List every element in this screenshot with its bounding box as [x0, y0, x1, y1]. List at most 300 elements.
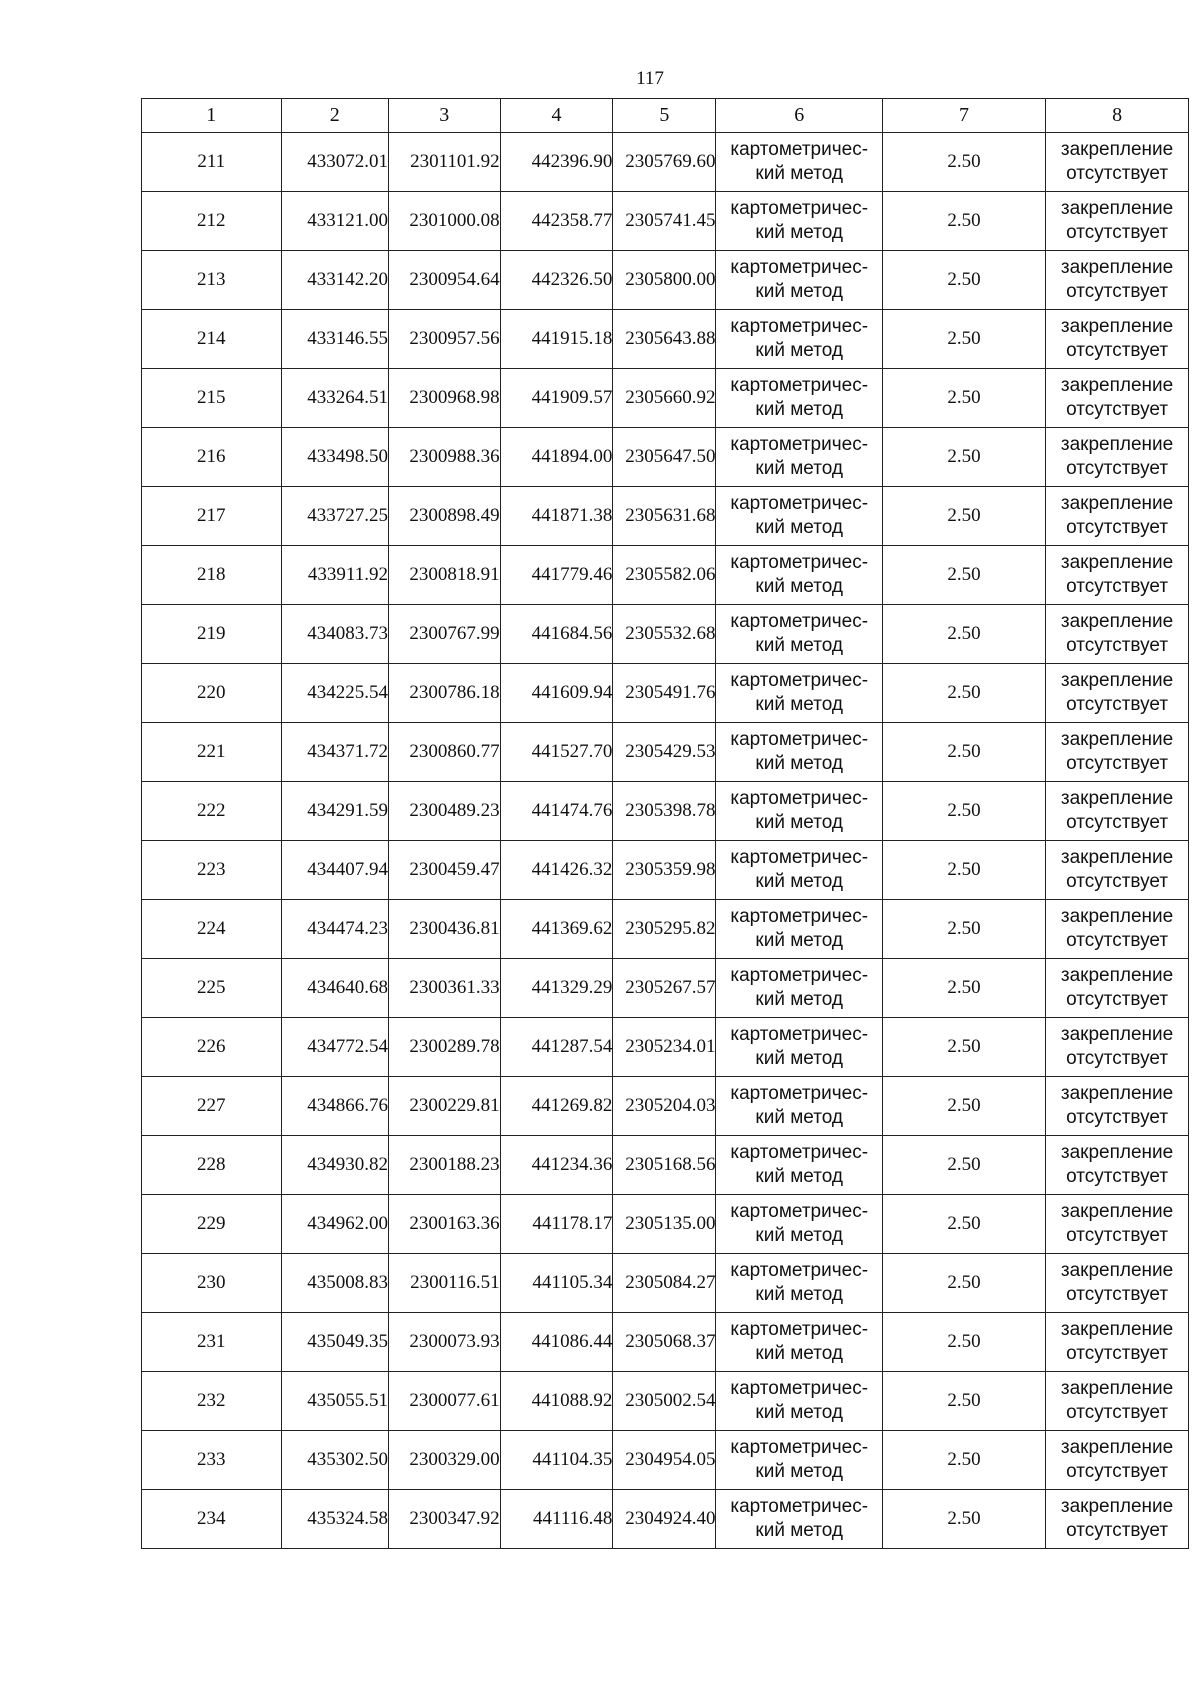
- y-coordinate-cell: 2304924.40: [613, 1490, 716, 1549]
- y-coordinate-cell: 2300898.49: [388, 487, 500, 546]
- x-coordinate-cell: 441915.18: [500, 310, 613, 369]
- method-cell: [716, 959, 882, 1018]
- method-cell-line: кий метод: [755, 1402, 843, 1423]
- y-coordinate-cell: 2300347.92: [388, 1490, 500, 1549]
- accuracy-cell: 2.50: [882, 664, 1045, 723]
- x-coordinate-cell: 441269.82: [500, 1077, 613, 1136]
- y-coordinate-cell: 2300116.51: [388, 1254, 500, 1313]
- column-header: 6: [716, 99, 882, 133]
- y-coordinate-cell: 2305068.37: [613, 1313, 716, 1372]
- method-cell-line: картометричес-: [730, 1142, 869, 1163]
- x-coordinate-cell: 441088.92: [500, 1372, 613, 1431]
- table-row: [142, 1372, 1189, 1431]
- method-cell-line: кий метод: [755, 871, 843, 892]
- table-body: [142, 133, 1189, 1549]
- accuracy-cell: 2.50: [882, 133, 1045, 192]
- y-coordinate-cell: 2300188.23: [388, 1136, 500, 1195]
- method-cell-line: картометричес-: [730, 493, 869, 514]
- fixing-cell-line: отсутствует: [1066, 635, 1169, 656]
- column-header: 4: [500, 99, 613, 133]
- table-row: [142, 369, 1189, 428]
- method-cell-line: картометричес-: [730, 729, 869, 750]
- method-cell-line: кий метод: [755, 1048, 843, 1069]
- method-cell-line: кий метод: [755, 222, 843, 243]
- fixing-cell-line: закрепление: [1060, 434, 1174, 455]
- fixing-cell-line: отсутствует: [1066, 1520, 1169, 1541]
- y-coordinate-cell: 2305643.88: [613, 310, 716, 369]
- method-cell: [716, 487, 882, 546]
- x-coordinate-cell: 434083.73: [281, 605, 388, 664]
- fixing-cell-line: закрепление: [1060, 1496, 1174, 1517]
- x-coordinate-cell: 434962.00: [281, 1195, 388, 1254]
- fixing-cell-line: отсутствует: [1066, 517, 1169, 538]
- fixing-cell-line: закрепление: [1060, 1142, 1174, 1163]
- method-cell: [716, 310, 882, 369]
- fixing-cell-line: закрепление: [1060, 788, 1174, 809]
- accuracy-cell: 2.50: [882, 959, 1045, 1018]
- y-coordinate-cell: 2305135.00: [613, 1195, 716, 1254]
- table-row: [142, 1077, 1189, 1136]
- method-cell-line: кий метод: [755, 576, 843, 597]
- x-coordinate-cell: 434866.76: [281, 1077, 388, 1136]
- y-coordinate-cell: 2300954.64: [388, 251, 500, 310]
- accuracy-cell: 2.50: [882, 487, 1045, 546]
- method-cell: [716, 251, 882, 310]
- method-cell-line: кий метод: [755, 1520, 843, 1541]
- y-coordinate-cell: 2305295.82: [613, 900, 716, 959]
- point-number-cell: 212: [142, 192, 282, 251]
- y-coordinate-cell: 2305582.06: [613, 546, 716, 605]
- x-coordinate-cell: 435049.35: [281, 1313, 388, 1372]
- fixing-cell-line: отсутствует: [1066, 1284, 1169, 1305]
- table-row: [142, 1018, 1189, 1077]
- table-row: [142, 251, 1189, 310]
- method-cell-line: картометричес-: [730, 611, 869, 632]
- table-row: [142, 841, 1189, 900]
- x-coordinate-cell: 441871.38: [500, 487, 613, 546]
- coordinates-table: [141, 98, 1189, 1549]
- fixing-cell: [1046, 487, 1189, 546]
- accuracy-cell: 2.50: [882, 1136, 1045, 1195]
- fixing-cell-line: закрепление: [1060, 1319, 1174, 1340]
- y-coordinate-cell: 2305800.00: [613, 251, 716, 310]
- x-coordinate-cell: 441779.46: [500, 546, 613, 605]
- x-coordinate-cell: 433498.50: [281, 428, 388, 487]
- point-number-cell: 214: [142, 310, 282, 369]
- fixing-cell: [1046, 782, 1189, 841]
- fixing-cell: [1046, 192, 1189, 251]
- method-cell: [716, 192, 882, 251]
- point-number-cell: 211: [142, 133, 282, 192]
- method-cell-line: кий метод: [755, 753, 843, 774]
- y-coordinate-cell: 2304954.05: [613, 1431, 716, 1490]
- x-coordinate-cell: 441474.76: [500, 782, 613, 841]
- fixing-cell: [1046, 1136, 1189, 1195]
- x-coordinate-cell: 441329.29: [500, 959, 613, 1018]
- fixing-cell-line: закрепление: [1060, 316, 1174, 337]
- method-cell-line: картометричес-: [730, 1083, 869, 1104]
- column-header: 5: [613, 99, 716, 133]
- y-coordinate-cell: 2300818.91: [388, 546, 500, 605]
- method-cell-line: кий метод: [755, 163, 843, 184]
- x-coordinate-cell: 434474.23: [281, 900, 388, 959]
- table-row: [142, 605, 1189, 664]
- fixing-cell-line: отсутствует: [1066, 281, 1169, 302]
- y-coordinate-cell: 2305168.56: [613, 1136, 716, 1195]
- accuracy-cell: 2.50: [882, 1372, 1045, 1431]
- point-number-cell: 213: [142, 251, 282, 310]
- fixing-cell-line: закрепление: [1060, 198, 1174, 219]
- accuracy-cell: 2.50: [882, 1313, 1045, 1372]
- y-coordinate-cell: 2301000.08: [388, 192, 500, 251]
- point-number-cell: 215: [142, 369, 282, 428]
- method-cell-line: картометричес-: [730, 375, 869, 396]
- y-coordinate-cell: 2305267.57: [613, 959, 716, 1018]
- point-number-cell: 232: [142, 1372, 282, 1431]
- y-coordinate-cell: 2305532.68: [613, 605, 716, 664]
- y-coordinate-cell: 2305398.78: [613, 782, 716, 841]
- y-coordinate-cell: 2305491.76: [613, 664, 716, 723]
- y-coordinate-cell: 2300786.18: [388, 664, 500, 723]
- table-row: [142, 133, 1189, 192]
- fixing-cell-line: закрепление: [1060, 670, 1174, 691]
- accuracy-cell: 2.50: [882, 310, 1045, 369]
- method-cell-line: картометричес-: [730, 434, 869, 455]
- x-coordinate-cell: 435055.51: [281, 1372, 388, 1431]
- table-row: [142, 1136, 1189, 1195]
- method-cell-line: кий метод: [755, 517, 843, 538]
- accuracy-cell: 2.50: [882, 782, 1045, 841]
- method-cell-line: кий метод: [755, 694, 843, 715]
- y-coordinate-cell: 2305660.92: [613, 369, 716, 428]
- y-coordinate-cell: 2305429.53: [613, 723, 716, 782]
- x-coordinate-cell: 435324.58: [281, 1490, 388, 1549]
- fixing-cell: [1046, 1313, 1189, 1372]
- x-coordinate-cell: 434371.72: [281, 723, 388, 782]
- method-cell-line: кий метод: [755, 930, 843, 951]
- x-coordinate-cell: 434930.82: [281, 1136, 388, 1195]
- point-number-cell: 218: [142, 546, 282, 605]
- x-coordinate-cell: 441105.34: [500, 1254, 613, 1313]
- fixing-cell-line: закрепление: [1060, 552, 1174, 573]
- method-cell-line: картометричес-: [730, 788, 869, 809]
- method-cell-line: картометричес-: [730, 670, 869, 691]
- x-coordinate-cell: 435302.50: [281, 1431, 388, 1490]
- y-coordinate-cell: 2300329.00: [388, 1431, 500, 1490]
- y-coordinate-cell: 2300289.78: [388, 1018, 500, 1077]
- method-cell-line: картометричес-: [730, 847, 869, 868]
- fixing-cell: [1046, 959, 1189, 1018]
- method-cell: [716, 1372, 882, 1431]
- method-cell-line: картометричес-: [730, 1378, 869, 1399]
- y-coordinate-cell: 2300361.33: [388, 959, 500, 1018]
- accuracy-cell: 2.50: [882, 1195, 1045, 1254]
- accuracy-cell: 2.50: [882, 192, 1045, 251]
- method-cell: [716, 664, 882, 723]
- point-number-cell: 227: [142, 1077, 282, 1136]
- method-cell-line: картометричес-: [730, 257, 869, 278]
- y-coordinate-cell: 2300163.36: [388, 1195, 500, 1254]
- point-number-cell: 231: [142, 1313, 282, 1372]
- method-cell: [716, 900, 882, 959]
- column-header: 3: [388, 99, 500, 133]
- point-number-cell: 223: [142, 841, 282, 900]
- table-row: [142, 782, 1189, 841]
- method-cell: [716, 1254, 882, 1313]
- method-cell-line: кий метод: [755, 812, 843, 833]
- accuracy-cell: 2.50: [882, 1490, 1045, 1549]
- method-cell-line: картометричес-: [730, 1496, 869, 1517]
- fixing-cell-line: отсутствует: [1066, 871, 1169, 892]
- accuracy-cell: 2.50: [882, 369, 1045, 428]
- point-number-cell: 225: [142, 959, 282, 1018]
- method-cell-line: картометричес-: [730, 552, 869, 573]
- column-header: 1: [142, 99, 282, 133]
- x-coordinate-cell: 433146.55: [281, 310, 388, 369]
- method-cell-line: картометричес-: [730, 316, 869, 337]
- fixing-cell-line: закрепление: [1060, 375, 1174, 396]
- method-cell-line: картометричес-: [730, 139, 869, 160]
- method-cell: [716, 1018, 882, 1077]
- method-cell-line: кий метод: [755, 635, 843, 656]
- fixing-cell-line: закрепление: [1060, 965, 1174, 986]
- fixing-cell-line: закрепление: [1060, 139, 1174, 160]
- method-cell: [716, 605, 882, 664]
- x-coordinate-cell: 433727.25: [281, 487, 388, 546]
- method-cell: [716, 133, 882, 192]
- fixing-cell-line: закрепление: [1060, 493, 1174, 514]
- method-cell: [716, 1313, 882, 1372]
- fixing-cell: [1046, 1018, 1189, 1077]
- x-coordinate-cell: 434291.59: [281, 782, 388, 841]
- method-cell-line: картометричес-: [730, 1319, 869, 1340]
- fixing-cell: [1046, 133, 1189, 192]
- method-cell: [716, 841, 882, 900]
- accuracy-cell: 2.50: [882, 1018, 1045, 1077]
- fixing-cell-line: отсутствует: [1066, 1343, 1169, 1364]
- x-coordinate-cell: 433142.20: [281, 251, 388, 310]
- fixing-cell: [1046, 251, 1189, 310]
- fixing-cell-line: отсутствует: [1066, 163, 1169, 184]
- method-cell-line: кий метод: [755, 399, 843, 420]
- table-row: [142, 1431, 1189, 1490]
- x-coordinate-cell: 441086.44: [500, 1313, 613, 1372]
- table-row: [142, 310, 1189, 369]
- point-number-cell: 221: [142, 723, 282, 782]
- y-coordinate-cell: 2300489.23: [388, 782, 500, 841]
- fixing-cell: [1046, 605, 1189, 664]
- accuracy-cell: 2.50: [882, 1431, 1045, 1490]
- x-coordinate-cell: 441426.32: [500, 841, 613, 900]
- table-row: [142, 1490, 1189, 1549]
- y-coordinate-cell: 2305359.98: [613, 841, 716, 900]
- fixing-cell: [1046, 1372, 1189, 1431]
- table-row: [142, 664, 1189, 723]
- x-coordinate-cell: 433264.51: [281, 369, 388, 428]
- method-cell-line: кий метод: [755, 1284, 843, 1305]
- accuracy-cell: 2.50: [882, 723, 1045, 782]
- point-number-cell: 229: [142, 1195, 282, 1254]
- method-cell-line: кий метод: [755, 1343, 843, 1364]
- y-coordinate-cell: 2300860.77: [388, 723, 500, 782]
- method-cell: [716, 1077, 882, 1136]
- table-row: [142, 428, 1189, 487]
- accuracy-cell: 2.50: [882, 1254, 1045, 1313]
- accuracy-cell: 2.50: [882, 428, 1045, 487]
- method-cell-line: картометричес-: [730, 1260, 869, 1281]
- fixing-cell: [1046, 546, 1189, 605]
- y-coordinate-cell: 2305741.45: [613, 192, 716, 251]
- y-coordinate-cell: 2305769.60: [613, 133, 716, 192]
- accuracy-cell: 2.50: [882, 1077, 1045, 1136]
- method-cell: [716, 428, 882, 487]
- y-coordinate-cell: 2305234.01: [613, 1018, 716, 1077]
- point-number-cell: 222: [142, 782, 282, 841]
- table-row: [142, 1313, 1189, 1372]
- column-header: 8: [1046, 99, 1189, 133]
- accuracy-cell: 2.50: [882, 900, 1045, 959]
- y-coordinate-cell: 2300436.81: [388, 900, 500, 959]
- fixing-cell: [1046, 1254, 1189, 1313]
- fixing-cell-line: закрепление: [1060, 1437, 1174, 1458]
- method-cell: [716, 1195, 882, 1254]
- fixing-cell-line: отсутствует: [1066, 812, 1169, 833]
- fixing-cell: [1046, 1431, 1189, 1490]
- fixing-cell: [1046, 1490, 1189, 1549]
- fixing-cell-line: отсутствует: [1066, 1225, 1169, 1246]
- fixing-cell-line: закрепление: [1060, 906, 1174, 927]
- x-coordinate-cell: 434407.94: [281, 841, 388, 900]
- x-coordinate-cell: 433911.92: [281, 546, 388, 605]
- column-header: 2: [281, 99, 388, 133]
- table-row: [142, 959, 1189, 1018]
- method-cell: [716, 369, 882, 428]
- x-coordinate-cell: 442326.50: [500, 251, 613, 310]
- table-row: [142, 723, 1189, 782]
- table-row: [142, 192, 1189, 251]
- x-coordinate-cell: 441116.48: [500, 1490, 613, 1549]
- method-cell-line: картометричес-: [730, 1024, 869, 1045]
- fixing-cell-line: закрепление: [1060, 1024, 1174, 1045]
- fixing-cell: [1046, 900, 1189, 959]
- fixing-cell-line: отсутствует: [1066, 576, 1169, 597]
- method-cell-line: кий метод: [755, 1107, 843, 1128]
- y-coordinate-cell: 2300767.99: [388, 605, 500, 664]
- accuracy-cell: 2.50: [882, 251, 1045, 310]
- fixing-cell-line: закрепление: [1060, 1378, 1174, 1399]
- y-coordinate-cell: 2300073.93: [388, 1313, 500, 1372]
- method-cell: [716, 1431, 882, 1490]
- x-coordinate-cell: 441909.57: [500, 369, 613, 428]
- method-cell-line: кий метод: [755, 1225, 843, 1246]
- y-coordinate-cell: 2305647.50: [613, 428, 716, 487]
- fixing-cell-line: отсутствует: [1066, 989, 1169, 1010]
- x-coordinate-cell: 435008.83: [281, 1254, 388, 1313]
- y-coordinate-cell: 2300459.47: [388, 841, 500, 900]
- point-number-cell: 224: [142, 900, 282, 959]
- fixing-cell-line: отсутствует: [1066, 1166, 1169, 1187]
- fixing-cell-line: закрепление: [1060, 1083, 1174, 1104]
- fixing-cell-line: закрепление: [1060, 1260, 1174, 1281]
- fixing-cell-line: закрепление: [1060, 1201, 1174, 1222]
- x-coordinate-cell: 441609.94: [500, 664, 613, 723]
- accuracy-cell: 2.50: [882, 605, 1045, 664]
- method-cell-line: кий метод: [755, 1166, 843, 1187]
- method-cell-line: кий метод: [755, 1461, 843, 1482]
- x-coordinate-cell: 442396.90: [500, 133, 613, 192]
- fixing-cell-line: отсутствует: [1066, 458, 1169, 479]
- method-cell-line: картометричес-: [730, 906, 869, 927]
- y-coordinate-cell: 2300957.56: [388, 310, 500, 369]
- x-coordinate-cell: 441234.36: [500, 1136, 613, 1195]
- point-number-cell: 234: [142, 1490, 282, 1549]
- method-cell: [716, 1136, 882, 1195]
- method-cell-line: кий метод: [755, 281, 843, 302]
- fixing-cell-line: отсутствует: [1066, 222, 1169, 243]
- fixing-cell-line: отсутствует: [1066, 1461, 1169, 1482]
- fixing-cell: [1046, 723, 1189, 782]
- y-coordinate-cell: 2300988.36: [388, 428, 500, 487]
- x-coordinate-cell: 434640.68: [281, 959, 388, 1018]
- method-cell-line: картометричес-: [730, 198, 869, 219]
- x-coordinate-cell: 433072.01: [281, 133, 388, 192]
- y-coordinate-cell: 2301101.92: [388, 133, 500, 192]
- point-number-cell: 230: [142, 1254, 282, 1313]
- fixing-cell-line: закрепление: [1060, 611, 1174, 632]
- fixing-cell: [1046, 664, 1189, 723]
- x-coordinate-cell: 441178.17: [500, 1195, 613, 1254]
- fixing-cell-line: отсутствует: [1066, 1107, 1169, 1128]
- fixing-cell-line: закрепление: [1060, 847, 1174, 868]
- accuracy-cell: 2.50: [882, 546, 1045, 605]
- fixing-cell-line: отсутствует: [1066, 694, 1169, 715]
- table-row: [142, 900, 1189, 959]
- header-row: [142, 99, 1189, 133]
- accuracy-cell: 2.50: [882, 841, 1045, 900]
- point-number-cell: 217: [142, 487, 282, 546]
- x-coordinate-cell: 433121.00: [281, 192, 388, 251]
- table-row: [142, 1195, 1189, 1254]
- fixing-cell: [1046, 428, 1189, 487]
- table-row: [142, 1254, 1189, 1313]
- fixing-cell-line: отсутствует: [1066, 1402, 1169, 1423]
- method-cell-line: картометричес-: [730, 1201, 869, 1222]
- fixing-cell-line: отсутствует: [1066, 753, 1169, 774]
- method-cell-line: кий метод: [755, 989, 843, 1010]
- x-coordinate-cell: 441894.00: [500, 428, 613, 487]
- y-coordinate-cell: 2305002.54: [613, 1372, 716, 1431]
- point-number-cell: 226: [142, 1018, 282, 1077]
- x-coordinate-cell: 442358.77: [500, 192, 613, 251]
- y-coordinate-cell: 2305084.27: [613, 1254, 716, 1313]
- x-coordinate-cell: 441287.54: [500, 1018, 613, 1077]
- point-number-cell: 228: [142, 1136, 282, 1195]
- fixing-cell-line: отсутствует: [1066, 340, 1169, 361]
- column-header: 7: [882, 99, 1045, 133]
- fixing-cell: [1046, 1077, 1189, 1136]
- method-cell-line: кий метод: [755, 340, 843, 361]
- table-row: [142, 487, 1189, 546]
- fixing-cell: [1046, 1195, 1189, 1254]
- method-cell: [716, 723, 882, 782]
- x-coordinate-cell: 434772.54: [281, 1018, 388, 1077]
- fixing-cell-line: отсутствует: [1066, 1048, 1169, 1069]
- method-cell: [716, 1490, 882, 1549]
- point-number-cell: 216: [142, 428, 282, 487]
- fixing-cell-line: закрепление: [1060, 257, 1174, 278]
- method-cell: [716, 546, 882, 605]
- y-coordinate-cell: 2300968.98: [388, 369, 500, 428]
